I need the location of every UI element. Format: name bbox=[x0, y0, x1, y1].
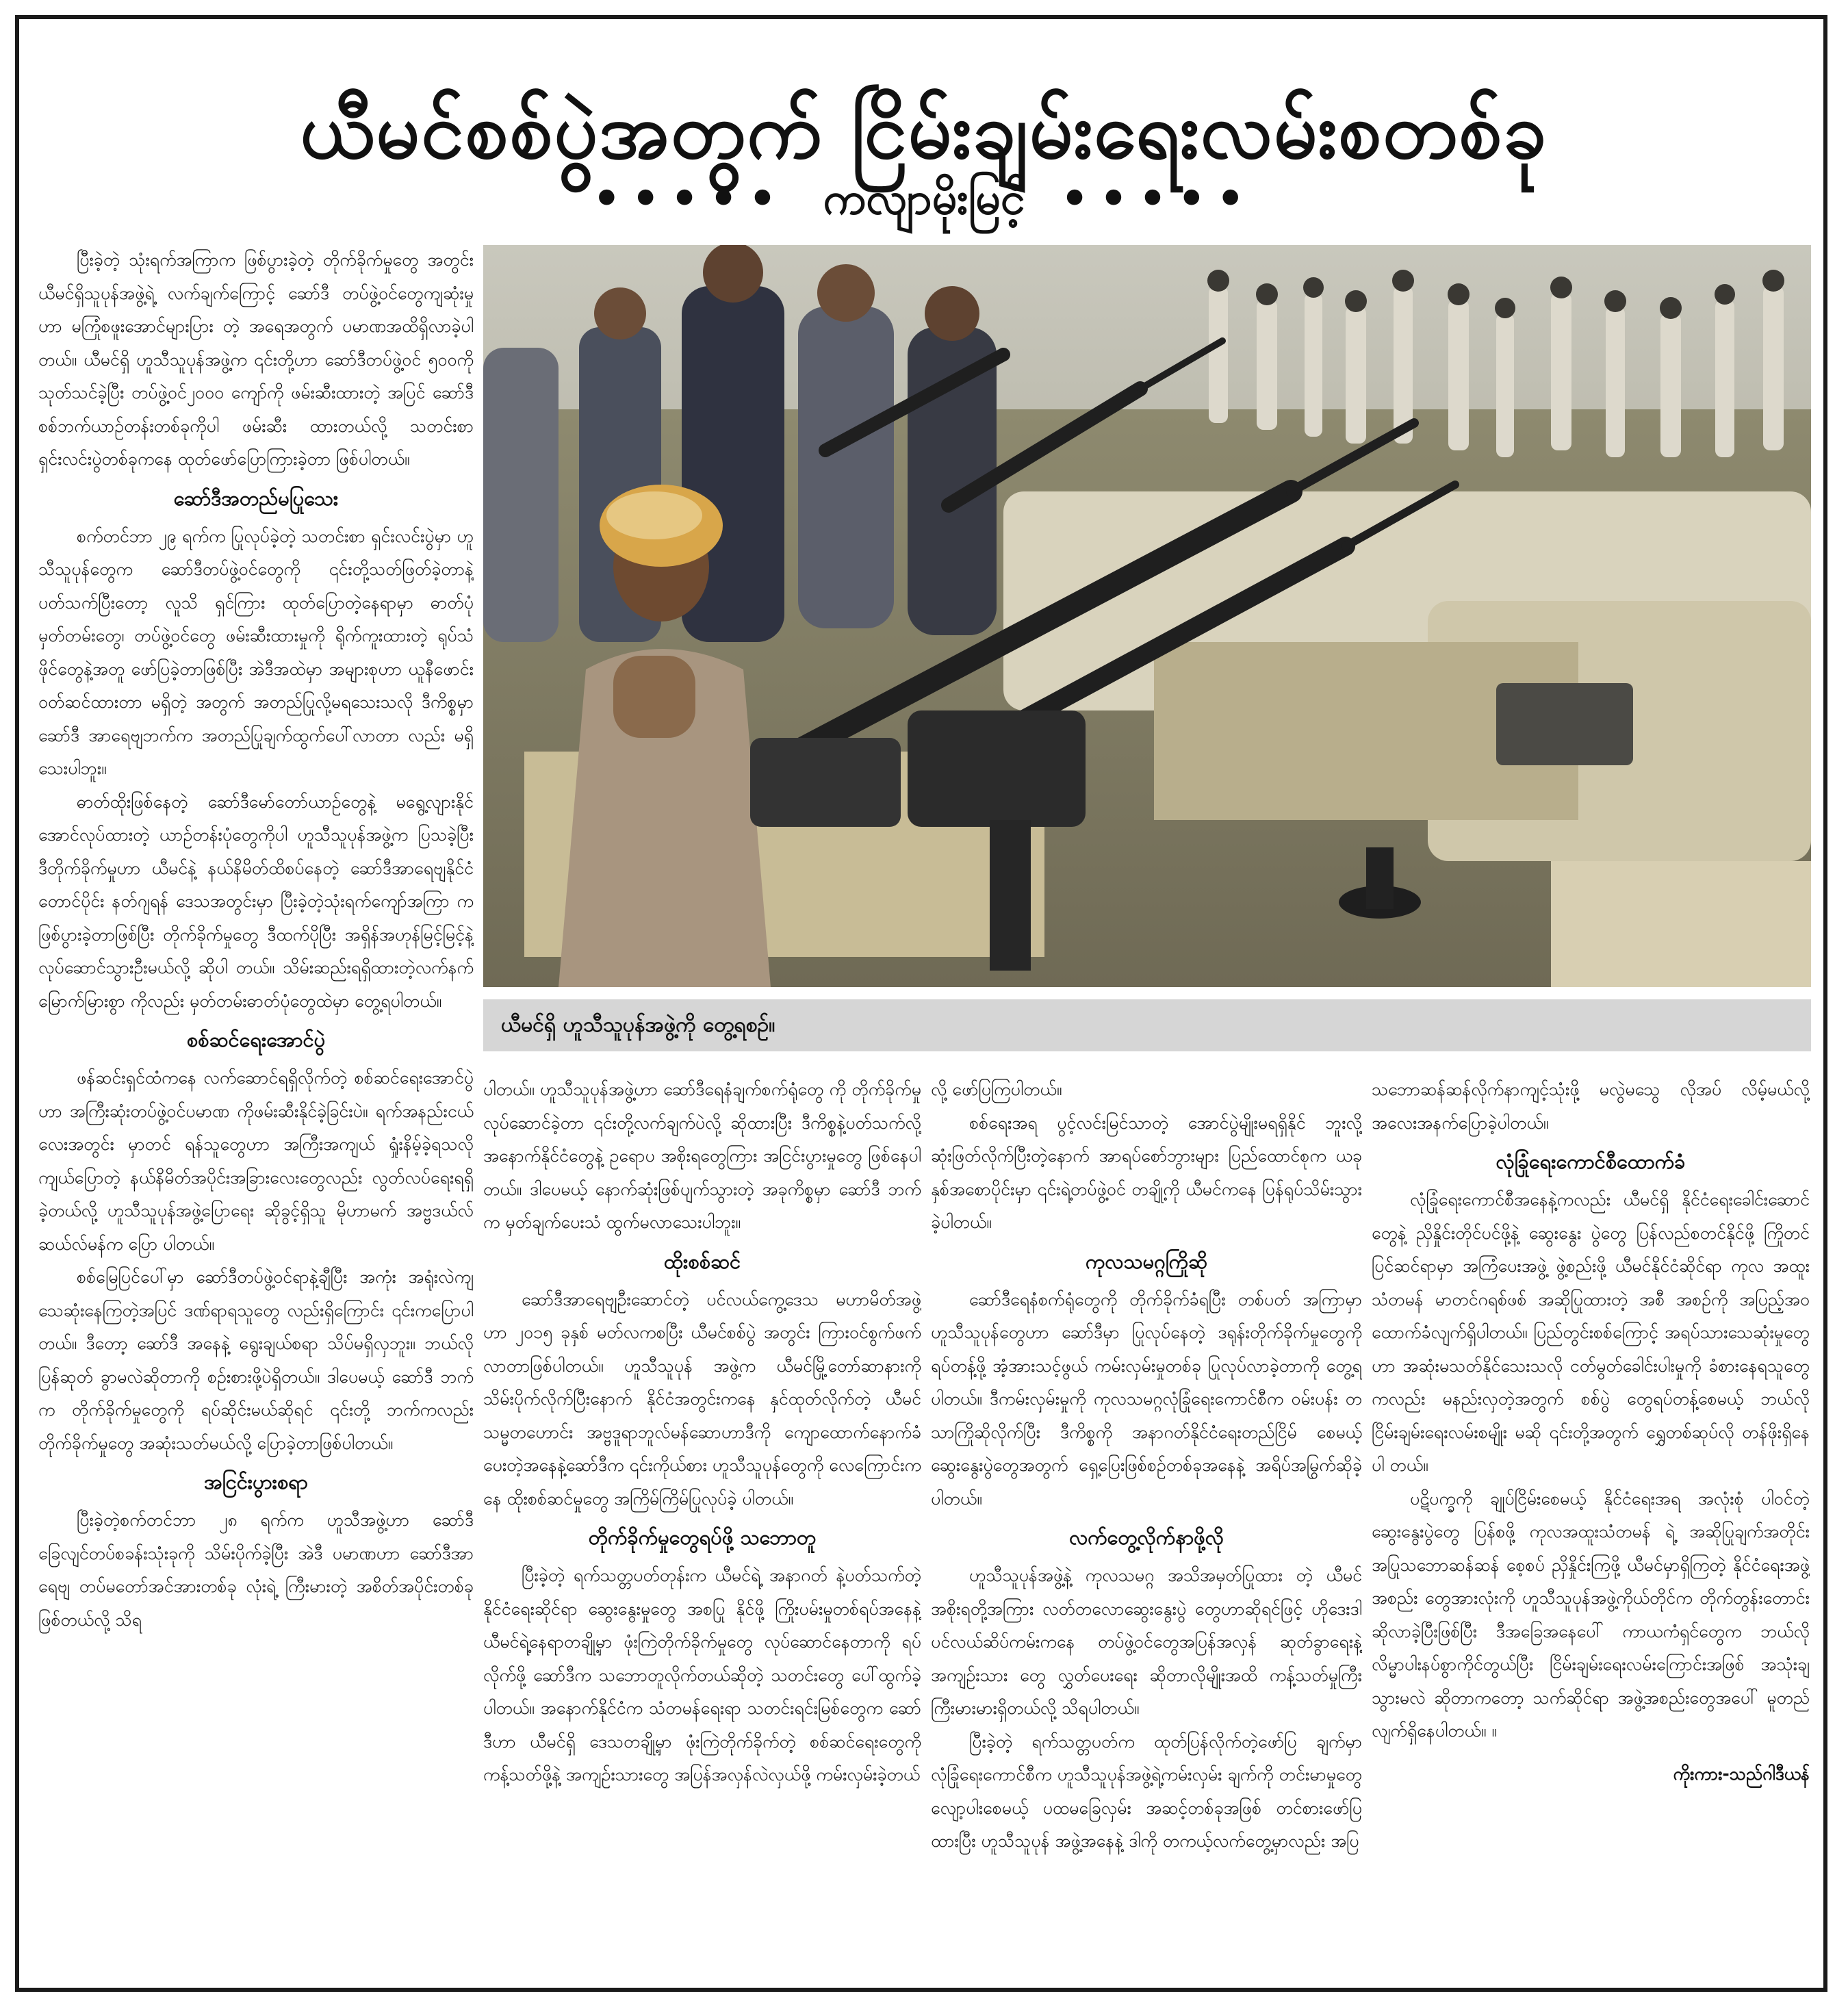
paragraph: ပြီးခဲ့တဲ့ သုံးရက်အကြာက ဖြစ်ပွားခဲ့တဲ့ တိုက်ခိုက်မှုတွေ အတွင်း ယီမင်ရှိသူပုန်အဖွဲ့ရဲ့ လက်ချက်ကြောင့် ဆော်ဒီ တပ်ဖွဲ့ဝင်တွေကျဆုံးမှုဟာ မကြုံစဖူးအောင်များပြား တဲ့ အရေအတွက် ပမာဏအထိရှိလာခဲ့ပါတယ်။ ယီမင်ရှိ ဟူသီသူပုန်အဖွဲ့က ၎င်းတို့ဟာ ဆော်ဒီတပ်ဖွဲ့ဝင် ၅၀၀ကို သုတ်သင်ခဲ့ပြီး တပ်ဖွဲ့ဝင်၂၀၀၀ ကျော်ကို ဖမ်းဆီးထားတဲ့ အပြင် ဆော်ဒီစစ်ဘက်ယာဉ်တန်းတစ်ခုကိုပါ ဖမ်းဆီး ထားတယ်လို့ သတင်းစာရှင်းလင်းပွဲတစ်ခုကနေ ထုတ်ဖော်ပြောကြားခဲ့တာ ဖြစ်ပါတယ်။ bbox=[38, 250, 474, 469]
subheading: စစ်ဆင်ရေးအောင်ပွဲ bbox=[186, 1028, 326, 1051]
byline-row bbox=[0, 168, 1848, 230]
photo-illustration bbox=[483, 245, 1811, 987]
paragraph: ဆော်ဒီအာရေဗျဦးဆောင်တဲ့ ပင်လယ်ကွေ့ဒေသ မဟာမိတ်အဖွဲ့ဟာ ၂၀၁၅ ခုနှစ် မတ်လကစပြီး ယီမင်စစ်ပွဲ အတွင်း ကြားဝင်စွက်ဖက်လာတာဖြစ်ပါတယ်။ ဟူသီသူပုန် အဖွဲ့က ယီမင်မြို့တော်ဆာနားကို သိမ်းပိုက်လိုက်ပြီးနောက် နိုင်ငံအတွင်းကနေ နှင်ထုတ်လိုက်တဲ့ ယီမင်သမ္မတဟောင်း အဗ္ဗဒူရာဘူလ်မန်ဆောဟာဒီကို ကျောထောက်နောက်ခံ ပေးတဲ့အနေနဲ့ဆော်ဒီက ၎င်းကိုယ်စား ဟူသီသူပုန်တွေကို လေကြောင်းကနေ ထိုးစစ်ဆင်မှုတွေ အကြိမ်ကြိမ်ပြုလုပ်ခဲ့ ပါတယ်။ bbox=[483, 1289, 921, 1509]
paragraph: ပဋိပက္ခကို ချုပ်ငြိမ်းစေမယ့် နိုင်ငံရေးအရ အလုံးစုံ ပါဝင်တဲ့ ဆွေးနွေးပွဲတွေ ပြန်စဖို့ ကုလအထူးသံတမန် ရဲ့ အဆိုပြုချက်အတိုင်း အပြုသဘောဆန်ဆန် စေ့စပ် ညှိနှိုင်းကြဖို့ ယီမင်မှာရှိကြတဲ့ နိုင်ငံရေးအဖွဲ့အစည်း တွေအားလုံးကို ဟူသီသူပုန်အဖွဲ့ကိုယ်တိုင်က တိုက်တွန်းတောင်းဆိုလာခဲ့ပြီးဖြစ်ပြီး ဒီအခြေအနေပေါ် ကာယကံရှင်တွေက ဘယ်လိုလိမ္မာပါးနပ်စွာကိုင်တွယ်ပြီး ငြိမ်းချမ်းရေးလမ်းကြောင်းအဖြစ် အသုံးချသွားမလဲ ဆိုတာကတော့ သက်ဆိုင်ရာ အဖွဲ့အစည်းတွေအပေါ် မူတည်လျက်ရှိနေပါတယ်။ ။ bbox=[1372, 1488, 1810, 1741]
article-column-3 bbox=[931, 1073, 1362, 1975]
paragraph: လုံခြုံရေးကောင်စီအနေနဲ့ကလည်း ယီမင်ရှိ နိုင်ငံရေးခေါင်းဆောင်တွေနဲ့ ညှိနှိုင်းတိုင်ပင်ဖို့နဲ့ ဆွေးနွေး ပွဲတွေ ပြန်လည်စတင်နိုင်ဖို့ ကြိုတင်ပြင်ဆင်ရာမှာ အကြံပေးအဖွဲ့ ဖွဲ့စည်းဖို့ ယီမင်နိုင်ငံဆိုင်ရာ ကုလ အထူးသံတမန် မာတင်ဂရစ်ဖစ် အဆိုပြုထားတဲ့ အစီ အစဉ်ကို အပြည့်အဝ ထောက်ခံလျက်ရှိပါတယ်။ ပြည်တွင်းစစ်ကြောင့် အရပ်သားသေဆုံးမှုတွေဟာ အဆုံးမသတ်နိုင်သေးသလို ငတ်မွတ်ခေါင်းပါးမှုကို ခံစားနေရသူတွေကလည်း မနည်းလှတဲ့အတွက် စစ်ပွဲ တွေရပ်တန့်စေမယ့် ဘယ်လိုငြိမ်းချမ်းရေးလမ်းစမျိုး မဆို ၎င်းတို့အတွက် ရွှေတစ်ဆုပ်လို တန်ဖိုးရှိနေပါ တယ်။ bbox=[1372, 1190, 1810, 1475]
subheading: ဆော်ဒီအတည်မပြုသေး bbox=[173, 486, 339, 510]
subheading: ထိုးစစ်ဆင် bbox=[663, 1249, 741, 1273]
paragraph: ဖန်ဆင်းရှင်ထံကနေ လက်ဆောင်ရရှိလိုက်တဲ့ စစ်ဆင်ရေးအောင်ပွဲဟာ အကြီးဆုံးတပ်ဖွဲ့ဝင်ပမာဏ ကိုဖမ်းဆီးနိုင်ခဲ့ခြင်းပဲ။ ရက်အနည်းငယ်လေးအတွင်း မှာတင် ရန်သူတွေဟာ အကြီးအကျယ် ရှုံးနိမ့်ခဲ့ရသလို ကျယ်ပြောတဲ့ နယ်နိမိတ်အပိုင်းအခြားလေးတွေလည်း လွတ်လပ်ရေးရရှိခဲ့တယ်လို့ ဟူသီသူပုန်အဖွဲ့ပြောရေး ဆိုခွင့်ရှိသူ မိုဟာမက် အဗ္ဗဒယ်လ် ဆယ်လ်မန်က ပြော ပါတယ်။ bbox=[38, 1068, 474, 1254]
source-credit: ကိုးကား-သည်ဂါဒီယန် bbox=[1673, 1763, 1810, 1784]
paragraph: လို့ ဖော်ပြကြပါတယ်။ bbox=[931, 1079, 1062, 1099]
subheading: အငြင်းပွားစရာ bbox=[204, 1470, 308, 1494]
paragraph: ပြီးခဲ့တဲ့ ရက်သတ္တပတ်က ထုတ်ပြန်လိုက်တဲ့ဖော်ပြ ချက်မှာ လုံခြုံရေးကောင်စီက ဟူသီသူပုန်အဖွဲ့ရဲ့ကမ်းလှမ်း ချက်ကို တင်းမာမှုတွေ လျော့ပါးစေမယ့် ပထမခြေလှမ်း အဆင့်တစ်ခုအဖြစ် တင်စားဖော်ပြထားပြီး ဟူသီသူပုန် အဖွဲ့အနေနဲ့ ဒါကို တကယ့်လက်တွေ့မှာလည်း အပြ bbox=[931, 1731, 1362, 1851]
paragraph: ဓာတ်ထိုးဖြစ်နေတဲ့ ဆော်ဒီမော်တော်ယာဉ်တွေနဲ့ မရွေ့လျားနိုင်အောင်လုပ်ထားတဲ့ ယာဉ်တန်းပုံတွေကိုပါ ဟူသီသူပုန်အဖွဲ့က ပြသခဲ့ပြီး ဒီတိုက်ခိုက်မှုဟာ ယီမင်နဲ့ နယ်နိမိတ်ထိစပ်နေတဲ့ ဆော်ဒီအာရေဗျနိုင်ငံ တောင်ပိုင်း နတ်ဂျရန် ဒေသအတွင်းမှာ ပြီးခဲ့တဲ့သုံးရက်ကျော်အကြာ က ဖြစ်ပွားခဲ့တာဖြစ်ပြီး တိုက်ခိုက်မှုတွေ ဒီထက်ပိုပြီး အရှိန်အဟုန်မြင့်မြင့်နဲ့ လုပ်ဆောင်သွားဦးမယ်လို့ ဆိုပါ တယ်။ သိမ်းဆည်းရရှိထားတဲ့လက်နက် မြောက်မြားစွာ ကိုလည်း မှတ်တမ်းဓာတ်ပုံတွေထဲမှာ တွေ့ရပါတယ်။ bbox=[38, 791, 474, 1011]
article-column-4 bbox=[1372, 1073, 1810, 1975]
paragraph: ပြီးခဲ့တဲ့စက်တင်ဘာ ၂၈ ရက်က ဟူသီအဖွဲ့ဟာ ဆော်ဒီခြေလျင်တပ်စခန်းသုံးခုကို သိမ်းပိုက်ခဲ့ပြီး အဲဒီ ပမာဏဟာ ဆော်ဒီအာရေဗျ တပ်မတော်အင်အားတစ်ခု လုံးရဲ့ ကြီးမားတဲ့ အစိတ်အပိုင်းတစ်ခုဖြစ်တယ်လို့ သိရ bbox=[38, 1510, 474, 1630]
article-column-2 bbox=[483, 1073, 921, 1975]
paragraph: ဟူသီသူပုန်အဖွဲ့နဲ့ ကုလသမဂ္ဂ အသိအမှတ်ပြုထား တဲ့ ယီမင်အစိုးရတို့အကြား လတ်တလောဆွေးနွေးပွဲ တွေဟာဆိုရင်ဖြင့် ဟိုဒေးဒါပင်လယ်ဆိပ်ကမ်းကနေ တပ်ဖွဲ့ဝင်တွေအပြန်အလှန် ဆုတ်ခွာရေးနဲ့ အကျဉ်းသား တွေ လွှတ်ပေးရေး ဆိုတာလိုမျိုးအထိ ကန့်သတ်မှုကြီး ကြီးမားမားရှိတယ်လို့ သိရပါတယ်။ bbox=[931, 1565, 1362, 1718]
photo-caption: ယီမင်ရှိ ဟူသီသူပုန်အဖွဲ့ကို တွေ့ရစဉ်။ bbox=[483, 999, 1811, 1051]
subheading: ကုလသမဂ္ဂကြိုဆို bbox=[1085, 1249, 1208, 1273]
paragraph: ဆော်ဒီရေနံစက်ရုံတွေကို တိုက်ခိုက်ခံရပြီး တစ်ပတ် အကြာမှာ ဟူသီသူပုန်တွေဟာ ဆော်ဒီမှာ ပြုလုပ်နေတဲ့ ဒရုန်းတိုက်ခိုက်မှုတွေကို ရပ်တန့်ဖို့ အံ့အားသင့်ဖွယ် ကမ်းလှမ်းမှုတစ်ခု ပြုလုပ်လာခဲ့တာကို တွေ့ရပါတယ်။ ဒီကမ်းလှမ်းမှုကို ကုလသမဂ္ဂလုံခြုံရေးကောင်စီက ဝမ်းပန်း တသာကြိုဆိုလိုက်ပြီး ဒီကိစ္စကို အနာဂတ်နိုင်ငံရေးတည်ငြိမ် စေမယ့်ဆွေးနွေးပွဲတွေအတွက် ရှေ့ပြေးဖြစ်စဉ်တစ်ခုအနေနဲ့ အရိပ်အမြွက်ဆိုခဲ့ပါတယ်။ bbox=[931, 1289, 1362, 1509]
article-column-1 bbox=[38, 244, 474, 1975]
paragraph: စက်တင်ဘာ ၂၉ ရက်က ပြုလုပ်ခဲ့တဲ့ သတင်းစာ ရှင်းလင်းပွဲမှာ ဟူသီသူပုန်တွေက ဆော်ဒီတပ်ဖွဲ့ဝင်တွေကို ၎င်းတို့သတ်ဖြတ်ခဲ့တာနဲ့ ပတ်သက်ပြီးတော့ လူသိ ရှင်ကြား ထုတ်ပြောတဲ့နေရာမှာ ဓာတ်ပုံမှတ်တမ်းတွေ၊ တပ်ဖွဲ့ဝင်တွေ ဖမ်းဆီးထားမှုကို ရိုက်ကူးထားတဲ့ ရုပ်သံဖိုင်တွေနဲ့အတူ ဖော်ပြခဲ့တာဖြစ်ပြီး အဲဒီအထဲမှာ အများစုဟာ ယူနီဖောင်းဝတ်ဆင်ထားတာ မရှိတဲ့ အတွက် အတည်ပြုလို့မရသေးသလို ဒီကိစ္စမှာ ဆော်ဒီ အာရေဗျဘက်က အတည်ပြုချက်ထွက်ပေါ်လာတာ လည်း မရှိသေးပါဘူး။ bbox=[38, 526, 474, 778]
paragraph: ပြီးခဲ့တဲ့ ရက်သတ္တပတ်တုန်းက ယီမင်ရဲ့ အနာဂတ် နဲ့ပတ်သက်တဲ့ နိုင်ငံရေးဆိုင်ရာ ဆွေးနွေးမှုတွေ အစပြု နိုင်ဖို့ ကြိုးပမ်းမှုတစ်ရပ်အနေနဲ့ ယီမင်ရဲ့နေရာတချို့မှာ ဖုံးကြဲတိုက်ခိုက်မှုတွေ လုပ်ဆောင်နေတာကို ရပ်လိုက်ဖို့ ဆော်ဒီက သဘောတူလိုက်တယ်ဆိုတဲ့ သတင်းတွေ ပေါ်ထွက်ခဲ့ပါတယ်။ အနောက်နိုင်ငံက သံတမန်ရေးရာ သတင်းရင်းမြစ်တွေက ဆော်ဒီဟာ ယီမင်ရှိ ဒေသတချို့မှာ ဖုံးကြဲတိုက်ခိုက်တဲ့ စစ်ဆင်ရေးတွေကို ကန့်သတ်ဖို့နဲ့ အကျဉ်းသားတွေ အပြန်အလှန်လဲလှယ်ဖို့ ကမ်းလှမ်းခဲ့တယ် bbox=[483, 1565, 921, 1784]
headline: ယီမင်စစ်ပွဲအတွက် ငြိမ်းချမ်းရေးလမ်းစတစ်ခု bbox=[300, 87, 1548, 177]
byline: ကလျာမိုးမြင့် bbox=[823, 174, 1025, 225]
paragraph: စစ်ရေးအရ ပွင့်လင်းမြင်သာတဲ့ အောင်ပွဲမျိုးမရရှိနိုင် ဘူးလို့ ဆုံးဖြတ်လိုက်ပြီးတဲ့နောက် အာရပ်စော်ဘွားများ ပြည်ထောင်စုက ယခုနှစ်အစောပိုင်းမှာ ၎င်းရဲ့တပ်ဖွဲ့ဝင် တချို့ကို ယီမင်ကနေ ပြန်ရုပ်သိမ်းသွားခဲ့ပါတယ်။ bbox=[931, 1112, 1362, 1232]
paragraph: စစ်မြေပြင်ပေါ်မှာ ဆော်ဒီတပ်ဖွဲ့ဝင်ရာနဲ့ချီပြီး အကုံး အရုံးလဲကျသေဆုံးနေကြတဲ့အပြင် ဒဏ်ရာရသူတွေ လည်းရှိကြောင်း ၎င်းကပြောပါတယ်။ ဒီတော့ ဆော်ဒီ အနေနဲ့ ရွေးချယ်စရာ သိပ်မရှိလှဘူး။ ဘယ်လို ပြန်ဆုတ် ခွာမလဲဆိုတာကို စဉ်းစားဖို့ပဲရှိတယ်။ ဒါပေမယ့် ဆော်ဒီ ဘက်က တိုက်ခိုက်မှုတွေကို ရပ်ဆိုင်းမယ်ဆိုရင် ၎င်းတို့ ဘက်ကလည်း တိုက်ခိုက်မှုတွေ အဆုံးသတ်မယ်လို့ ပြောခဲ့တာဖြစ်ပါတယ်။ bbox=[38, 1267, 474, 1453]
byline-dots-left: ••••• bbox=[592, 174, 788, 225]
paragraph: သဘောဆန်ဆန်လိုက်နာကျင့်သုံးဖို့ မလွဲမသွေ လိုအပ် လိမ့်မယ်လို့ အလေးအနက်ပြောခဲ့ပါတယ်။ bbox=[1372, 1079, 1810, 1133]
byline-dots-right: ••••• bbox=[1060, 174, 1256, 225]
subheading: တိုက်ခိုက်မှုတွေရပ်ဖို့ သဘောတူ bbox=[588, 1526, 817, 1549]
subheading: လုံခြုံရေးကောင်စီထောက်ခံ bbox=[1496, 1150, 1686, 1173]
subheading: လက်တွေ့လိုက်နာဖို့လို bbox=[1069, 1526, 1224, 1549]
news-photo bbox=[483, 245, 1811, 987]
paragraph: ပါတယ်။ ဟူသီသူပုန်အဖွဲ့ဟာ ဆော်ဒီရေနံချက်စက်ရုံတွေ ကို တိုက်ခိုက်မှုလုပ်ဆောင်ခဲ့တာ ၎င်းတို့လက်ချက်ပဲလို့ ဆိုထားပြီး ဒီကိစ္စနဲ့ပတ်သက်လို့ အနောက်နိုင်ငံတွေနဲ့ ဥရောပ အစိုးရတွေကြား အငြင်းပွားမှုတွေ ဖြစ်နေပါတယ်။ ဒါပေမယ့် နောက်ဆုံးဖြစ်ပျက်သွားတဲ့ အခုကိစ္စမှာ ဆော်ဒီ ဘက်က မှတ်ချက်ပေးသံ ထွက်မလာသေးပါဘူး။ bbox=[483, 1079, 921, 1232]
